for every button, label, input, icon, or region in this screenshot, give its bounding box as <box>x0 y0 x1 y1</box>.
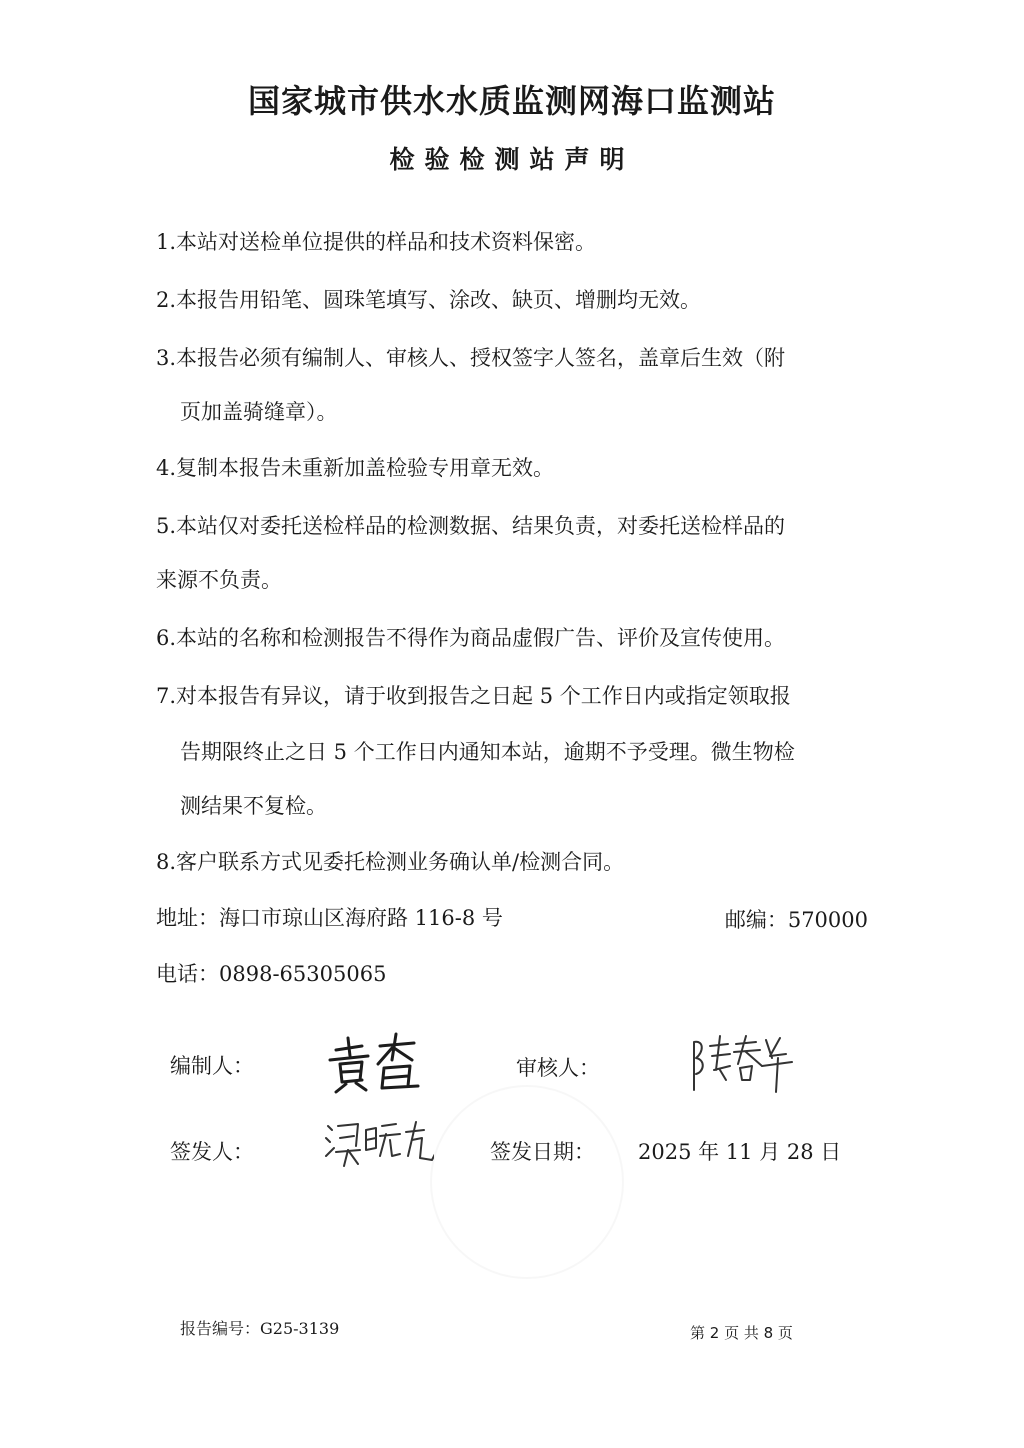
statement-3-line-2: 页加盖骑缝章）。 <box>180 400 338 424</box>
issuer-label: 签发人： <box>170 1140 254 1164</box>
issuer-signature <box>324 1116 434 1180</box>
page-title: 国家城市供水水质监测网海口监测站 <box>247 82 776 120</box>
phone: 电话：0898-65305065 <box>156 962 387 986</box>
statement-2: 2.本报告用铅笔、圆珠笔填写、涂改、缺页、增删均无效。 <box>156 288 702 312</box>
statement-7-line-2: 告期限终止之日 5 个工作日内通知本站，逾期不予受理。微生物检 <box>180 740 795 764</box>
statement-6: 6.本站的名称和检测报告不得作为商品虚假广告、评价及宣传使用。 <box>156 626 786 650</box>
issuer-signature-glyph <box>324 1116 434 1176</box>
postcode: 邮编：570000 <box>724 908 868 932</box>
compiler-label: 编制人： <box>170 1054 254 1078</box>
reviewer-signature-glyph <box>690 1030 800 1100</box>
reviewer-label: 审核人： <box>516 1056 600 1080</box>
statement-3-line-1: 3.本报告必须有编制人、审核人、授权签字人签名，盖章后生效（附 <box>156 346 786 370</box>
issue-date: 2025 年 11 月 28 日 <box>638 1140 842 1164</box>
statement-5-line-2: 来源不负责。 <box>156 568 282 592</box>
address: 地址：海口市琼山区海府路 116-8 号 <box>156 906 503 930</box>
statement-8: 8.客户联系方式见委托检测业务确认单/检测合同。 <box>156 850 625 874</box>
statement-5-line-1: 5.本站仅对委托送检样品的检测数据、结果负责，对委托送检样品的 <box>156 514 786 538</box>
statement-1: 1.本站对送检单位提供的样品和技术资料保密。 <box>156 230 597 254</box>
page-number: 第 2 页 共 8 页 <box>690 1324 793 1342</box>
statement-4: 4.复制本报告未重新加盖检验专用章无效。 <box>156 456 555 480</box>
faint-stamp-mark <box>430 1085 624 1279</box>
statement-7-line-3: 测结果不复检。 <box>180 794 327 818</box>
page-subtitle: 检验检测站声明 <box>389 145 635 174</box>
issue-date-label: 签发日期： <box>490 1140 595 1164</box>
statement-7-line-1: 7.对本报告有异议，请于收到报告之日起 5 个工作日内或指定领取报 <box>156 684 791 708</box>
reviewer-signature <box>690 1030 800 1104</box>
report-number: 报告编号：G25-3139 <box>180 1319 340 1338</box>
compiler-signature-glyph <box>322 1026 432 1096</box>
compiler-signature <box>322 1026 432 1100</box>
